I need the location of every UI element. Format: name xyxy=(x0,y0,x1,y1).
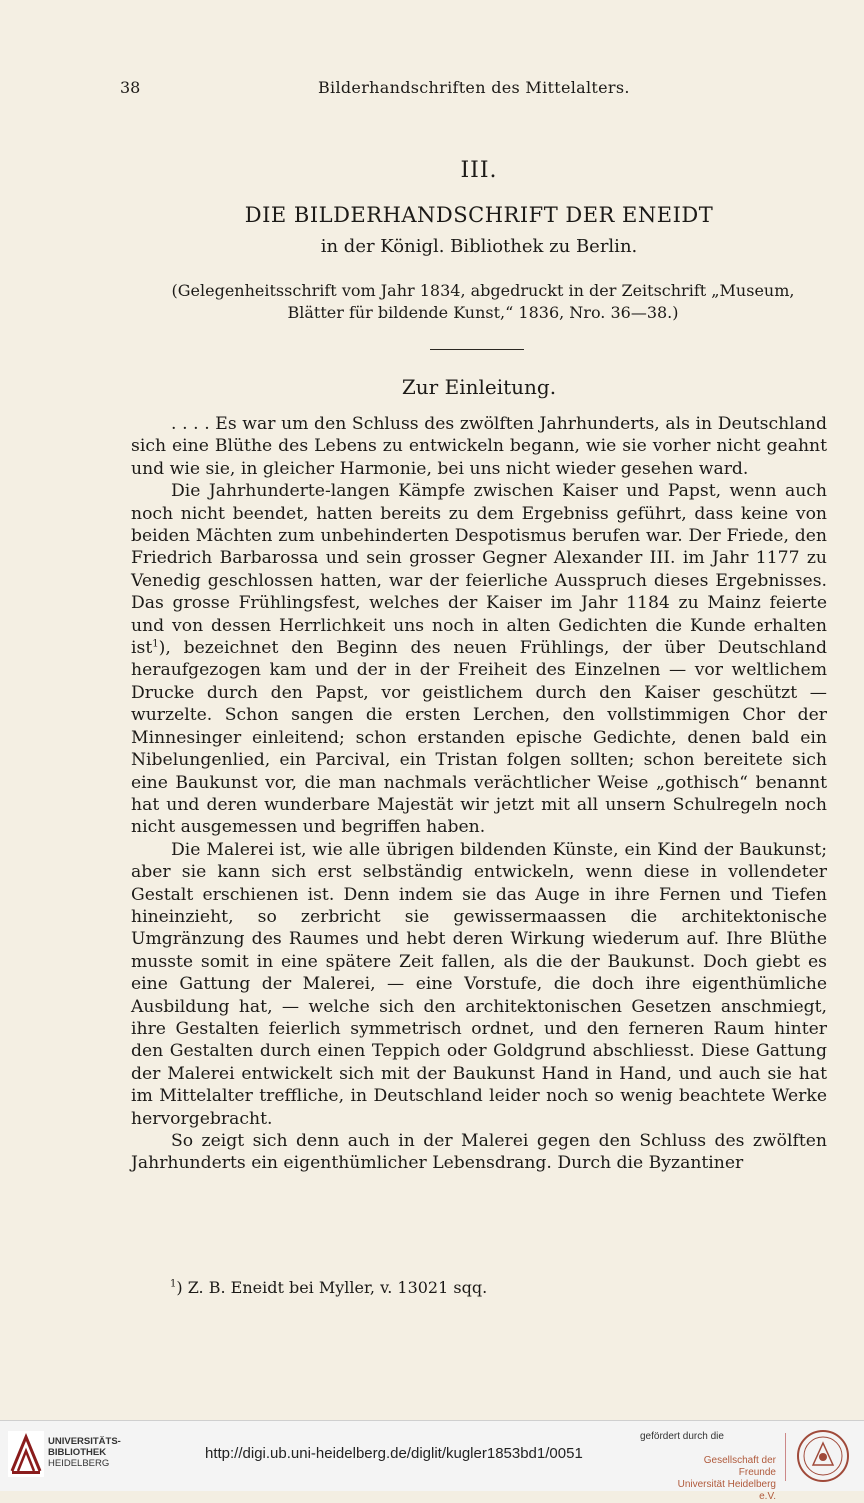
paragraph-2-part-a: Die Jahrhunderte-langen Kämpfe zwischen Kaiser und Papst, wenn auch noch nicht beendet, hatten bereits zu dem Ergebniss geführt, dass keine von beiden Mächten zum unbehinderten Despotismus berufen war. Der Friede, den Friedrich Barbarossa und sein grosser Gegner Alexander III. im Jahr 1177 zu Venedig geschlossen hatten, war der feierliche Ausspruch dieses Ergebnisses. Das grosse Frühlingsfest, welches der Kaiser im Jahr 1184 zu Mainz feierte und von dessen Herrlichkeit uns noch in alten Gedichten die Kunde erhalten ist xyxy=(131,481,827,659)
library-name xyxy=(48,1436,128,1469)
university-library-logo-icon[interactable] xyxy=(8,1431,44,1477)
running-title: Bilderhandschriften des Mittelalters. xyxy=(318,78,630,97)
sponsor-name-line-2: Universität Heidelberg e.V. xyxy=(677,1479,776,1502)
paragraph-2-part-b: ), bezeichnet den Beginn des neuen Frühlings, der über Deutschland heraufgezogen kam und der in der Freiheit des Einzelnen — vor weltlichem Drucke durch den Papst, vor geistlichem durch den Kaiser geschützt — wurzelte. Schon sangen die ersten Lerchen, den vollstimmigen Chor der Minnesinger einleitend; schon erstanden epische Gedichte, denen bald ein Nibelungenlied, ein Parcival, ein Tristan folgen sollten; schon bereitete sich eine Baukunst vor, die man nachmals verächtlicher Weise „gothisch“ benannt hat und deren wunderbare Majestät wir jetzt mit all unsern Schulregeln noch nicht ausgemessen und begriffen haben. xyxy=(131,638,827,838)
body-text xyxy=(131,413,827,1175)
library-name-line-3: HEIDELBERG xyxy=(48,1458,110,1469)
university-seal-icon xyxy=(796,1429,850,1483)
permalink-url[interactable]: http://digi.ub.uni-heidelberg.de/diglit/kugler1853bd1/0051 xyxy=(205,1445,583,1462)
footnote-text: ) Z. B. Eneidt bei Myller, v. 13021 sqq. xyxy=(176,1278,488,1297)
sponsor-label: gefördert durch die xyxy=(640,1431,724,1442)
section-heading: Zur Einleitung. xyxy=(401,375,557,399)
publication-note xyxy=(126,280,840,324)
publication-note-line-1: (Gelegenheitsschrift vom Jahr 1834, abgedruckt in der Zeitschrift „Museum, xyxy=(171,281,795,300)
paragraph-3: Die Malerei ist, wie alle übrigen bildenden Künste, ein Kind der Baukunst; aber sie kann sich erst selbständig entwickeln, wenn diese in vollendeter Gestalt erschienen ist. Denn indem sie das Auge in ihre Fernen und Tiefen hineinzieht, so zerbricht sie gewissermaassen die architektonische Umgränzung des Raumes und hebt deren Wirkung wiederum auf. Ihre Blüthe musste somit in eine spätere Zeit fallen, als die der Baukunst. Doch giebt es eine Gattung der Malerei, — eine Vorstufe, die doch ihre eigenthümliche Ausbildung hat, — welche sich den architektonischen Gesetzen anschmiegt, ihre Gestalten feierlich symmetrisch ordnet, und den ferneren Raum hinter den Gestalten durch einen Teppich oder Goldgrund abschliesst. Diese Gattung der Malerei entwickelt sich mit der Baukunst Hand in Hand, und auch sie hat im Mittelalter treffliche, in Deutschland leider noch so wenig beachtete Werke hervorgebracht. xyxy=(131,839,827,1129)
sponsor-divider xyxy=(785,1433,786,1481)
sponsor-name-line-1: Gesellschaft der Freunde xyxy=(703,1455,776,1478)
paragraph-1: . . . . Es war um den Schluss des zwölften Jahrhunderts, als in Deutschland sich eine Blüthe des Lebens zu entwickeln begann, wie sie vorher nicht geahnt und wie sie, in gleicher Harmonie, bei uns nicht wieder gesehen ward. xyxy=(131,414,827,479)
divider-rule xyxy=(430,349,524,350)
chapter-number: III. xyxy=(460,158,498,183)
sponsor-name[interactable] xyxy=(664,1455,776,1503)
chapter-subtitle: in der Königl. Bibliothek zu Berlin. xyxy=(320,236,638,257)
viewer-footer xyxy=(0,1420,864,1502)
paragraph-2 xyxy=(131,480,827,839)
footnote-marker: 1 xyxy=(170,1278,177,1290)
publication-note-line-2: Blätter für bildende Kunst,“ 1836, Nro. 36—38.) xyxy=(287,303,679,322)
library-name-line-2: BIBLIOTHEK xyxy=(48,1447,107,1458)
page-number: 38 xyxy=(120,78,141,97)
chapter-title: DIE BILDERHANDSCHRIFT DER ENEIDT xyxy=(244,203,714,227)
library-name-line-1: UNIVERSITÄTS- xyxy=(48,1436,121,1447)
footnote xyxy=(170,1278,487,1297)
footnote-reference[interactable]: 1 xyxy=(152,638,159,650)
running-head xyxy=(120,78,720,100)
paragraph-4: So zeigt sich denn auch in der Malerei gegen den Schluss des zwölften Jahrhunderts ein eigenthümlicher Lebensdrang. Durch die Byzantiner xyxy=(131,1131,827,1174)
